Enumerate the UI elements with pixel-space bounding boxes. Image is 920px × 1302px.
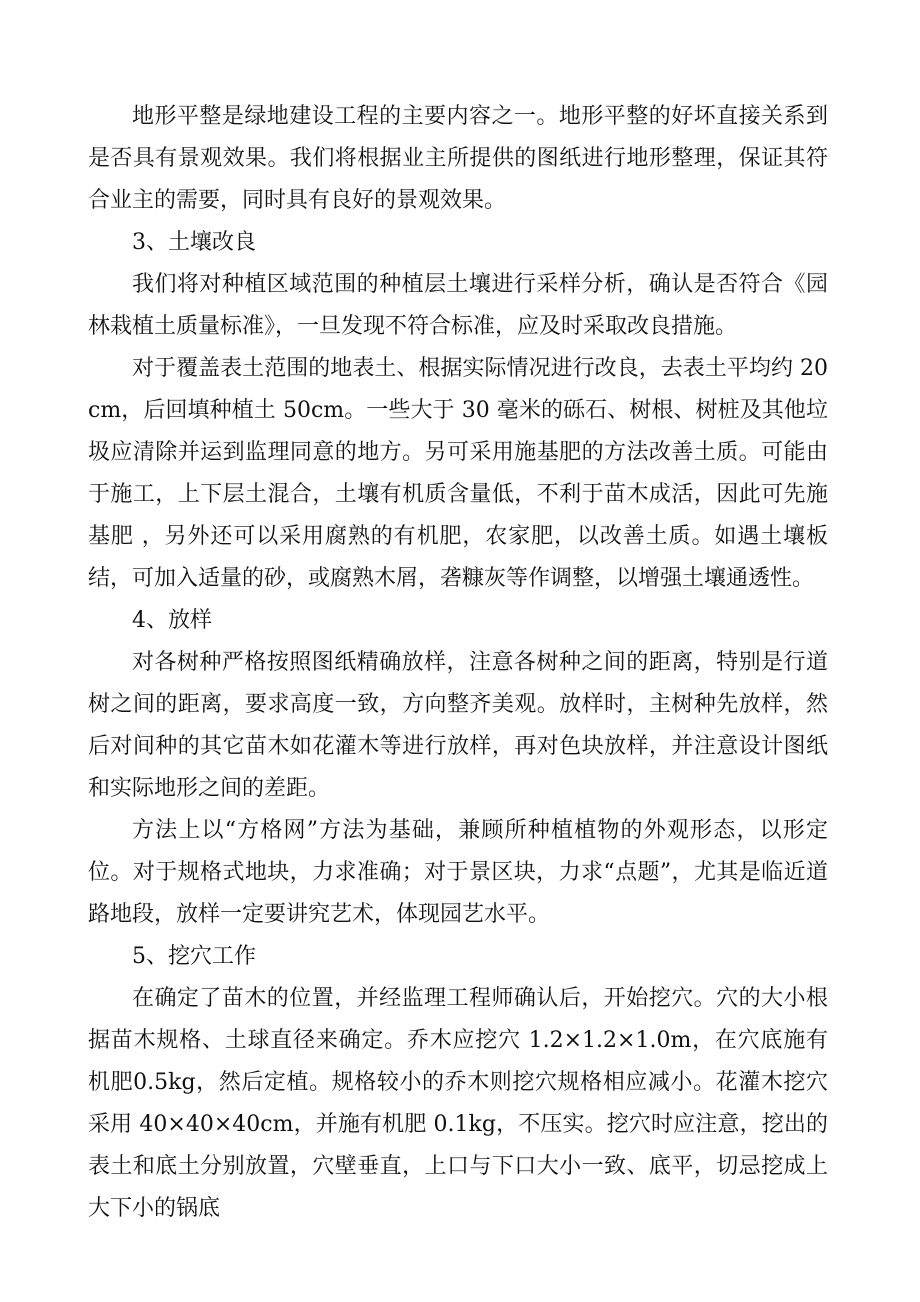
- document-body: [88, 96, 828, 1230]
- paragraph-soil-sampling: 我们将对种植区域范围的种植层土壤进行采样分析，确认是否符合《园林栽植土质量标准》，一旦发现不符合标准，应及时采取改良措施。: [88, 272, 828, 339]
- paragraph-grid-method: 方法上以“方格网”方法为基础，兼顾所种植植物的外观形态，以形定位。对于规格式地块，力求准确；对于景区块，力求“点题”，尤其是临近道路地段，放样一定要讲究艺术，体现园艺水平。: [88, 818, 828, 927]
- paragraph-soil-amendment: 对于覆盖表土范围的地表土、根据实际情况进行改良，去表土平均约 20cm，后回填种植土 50cm。一些大于 30 毫米的砾石、树根、树桩及其他垃圾应清除并运到监理同意的地方。另可采用施基肥的方法改善土质。可能由于施工，上下层土混合，土壤有机质含量低，不利于苗木成活，因此可先施基肥 ，另外还可以采用腐熟的有机肥，农家肥，以改善土质。如遇土壤板结，可加入适量的砂，或腐熟木屑，砻糠灰等作调整，以增强土壤通透性。: [88, 356, 828, 591]
- paragraph-pit-digging: 在确定了苗木的位置，并经监理工程师确认后，开始挖穴。穴的大小根据苗木规格、土球直径来确定。乔木应挖穴 1.2×1.2×1.0m，在穴底施有机肥0.5kg，然后定植。规格较小的乔木则挖穴规格相应减小。花灌木挖穴采用 40×40×40cm，并施有机肥 0.1kg，不压实。挖穴时应注意，挖出的表土和底土分别放置，穴壁垂直，上口与下口大小一致、底平，切忌挖成上大下小的锅底: [88, 986, 828, 1221]
- heading-layout-staking: 4、放样: [132, 608, 212, 633]
- paragraph-terrain-leveling: 地形平整是绿地建设工程的主要内容之一。地形平整的好坏直接关系到是否具有景观效果。我们将根据业主所提供的图纸进行地形整理，保证其符合业主的需要，同时具有良好的景观效果。: [88, 104, 828, 213]
- heading-pit-digging: 5、挖穴工作: [132, 944, 256, 969]
- heading-soil-improvement: 3、土壤改良: [132, 230, 256, 255]
- paragraph-layout-staking: 对各树种严格按照图纸精确放样，注意各树种之间的距离，特别是行道树之间的距离，要求高度一致，方向整齐美观。放样时，主树种先放样，然后对间种的其它苗木如花灌木等进行放样，再对色块放样，并注意设计图纸和实际地形之间的差距。: [88, 650, 828, 801]
